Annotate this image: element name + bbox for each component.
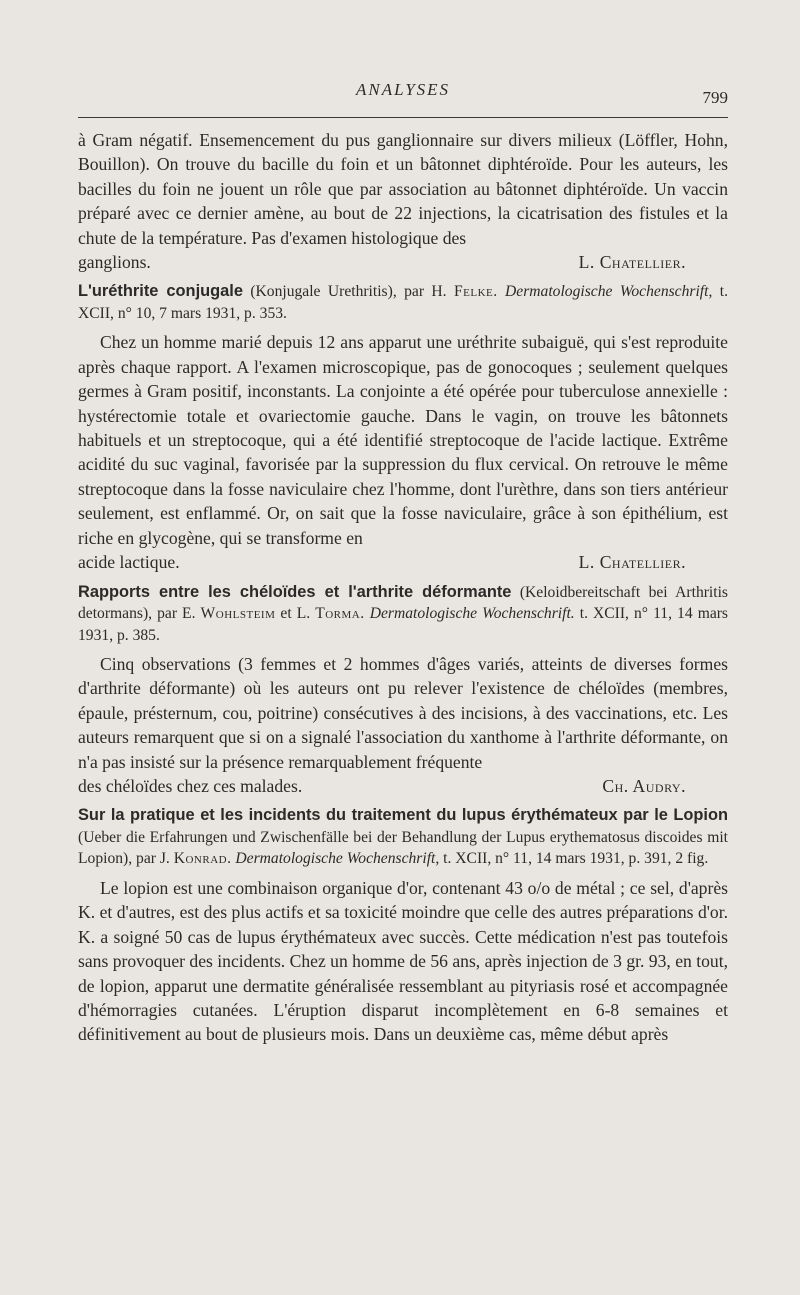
article-cheloides [78, 582, 728, 799]
journal-name: Dermatologische Wochenschrift [235, 850, 436, 868]
original-title: (Ueber die Erfahrungen und Zwischenfälle bei der Behandlung der Lupus erythematosus discoides mit Lopion), par J. [78, 828, 728, 868]
signature-line [78, 550, 728, 574]
author-name: Konrad. [173, 850, 232, 868]
page-number: 799 [702, 88, 728, 107]
signature-line [78, 250, 728, 274]
article-title: L'uréthrite conjugale [78, 282, 243, 301]
original-title: (Konjugale Urethritis), par H. [250, 283, 454, 301]
last-line: des chéloïdes chez ces malades. [78, 776, 303, 797]
article-heading [78, 281, 728, 324]
header-rule [78, 117, 728, 118]
signature-line [78, 774, 728, 798]
signature: Ch. Audry. [602, 776, 686, 797]
article-body: Chez un homme marié depuis 12 ans apparut une uréthrite subaiguë, qui s'est reproduite après chaque rapport. A l'examen microscopique, pas de gonocoques ; seulement quelques germes à Gram positif, inconstants. La conjointe a été opérée pour tuberculose annexielle : hystérectomie totale et ovariectomie gauche. Dans le vagin, on trouve les bâtonnets habituels et un streptocoque, qui a été identifié streptocoque de l'acide lactique. Extrême acidité du suc vaginal, favorisée par la suppression du flux cervical. On retrouve le même streptocoque dans la fosse naviculaire chez l'homme, dont l'urèthre, dans son tiers antérieur seulement, est enflammé. Or, on sait que la fosse naviculaire, grâce à son épithélium, est riche en glycogène, qui se transforme en [78, 332, 728, 548]
journal-name: Dermatologische Wochenschrift [505, 283, 709, 301]
journal-name: Dermatologische Wochenschrift. [369, 605, 575, 622]
author-name: Felke. [453, 283, 498, 301]
article-heading [78, 582, 728, 647]
article-lopion [78, 805, 728, 1046]
page-body [78, 128, 728, 1047]
article-heading [78, 805, 728, 870]
author-join: et L. [275, 605, 316, 622]
article-title: Sur la pratique et les incidents du traitement du lupus érythémateux par le Lopion [78, 806, 728, 825]
signature: L. Chatellier. [578, 552, 686, 573]
article-title: Rapports entre les chéloïdes et l'arthrite déformante [78, 582, 512, 601]
original-title: (Keloidbereitschaft bei Arthritis detormans), par E. [78, 583, 728, 622]
citation: , t. XCII, n° 11, 14 mars 1931, p. 391, 2 fig. [435, 850, 709, 868]
author-name: Wohlsteim [200, 605, 276, 622]
running-title: ANALYSES [355, 80, 451, 99]
last-line: ganglions. [78, 252, 151, 273]
author-name-2: Torma. [315, 605, 365, 622]
article-body: Cinq observations (3 femmes et 2 hommes d'âges variés, atteints de diverses formes d'arthrite déformante) où les auteurs ont pu relever l'existence de chéloïdes (membres, épaule, présternum, cou, poitrine) consécutives à des incisions, à des vaccinations, etc. Les auteurs remarquent que si on a signalé l'association du xanthome à l'arthrite déformante, on n'a pas insisté sur la présence remarquablement fréquente [78, 654, 728, 772]
page-header [78, 80, 728, 120]
article-urethrite [78, 281, 728, 574]
article-body: Le lopion est une combinaison organique d'or, contenant 43 o/o de métal ; ce sel, d'après K. et d'autres, est des plus actifs et sa toxicité moindre que celle des autres préparations d'or. K. a soigné 50 cas de lupus érythémateux avec succès. Cette médication n'est pas toutefois sans provoquer des incidents. Chez un homme de 56 ans, après injection de 3 gr. 93, en tout, de lopion, apparut une dermatite généralisée ressemblant au pityriasis rosé et accompagnée d'hémorragies cutanées. L'éruption disparut incomplètement en 6-8 semaines et définitivement au bout de plusieurs mois. Dans un deuxième cas, même début après [78, 877, 728, 1045]
signature: L. Chatellier. [578, 252, 686, 273]
citation: , t. XCII, n° 10, 7 mars 1931, p. 353. [78, 283, 728, 322]
citation: t. XCII, n° 11, 14 mars 1931, p. 385. [78, 605, 729, 644]
continuation-article [78, 128, 728, 274]
continuation-text: à Gram négatif. Ensemencement du pus ganglionnaire sur divers milieux (Löffler, Hohn, Bouillon). On trouve du bacille du foin et un bâtonnet diphtéroïde. Pour les auteurs, les bacilles du foin ne jouent un rôle que par association au bâtonnet diphtéroïde. Un vaccin préparé avec ce dernier amène, au bout de 22 injections, la cicatrisation des fistules et la chute de la température. Pas d'examen histologique des [78, 130, 728, 248]
last-line: acide lactique. [78, 552, 180, 573]
